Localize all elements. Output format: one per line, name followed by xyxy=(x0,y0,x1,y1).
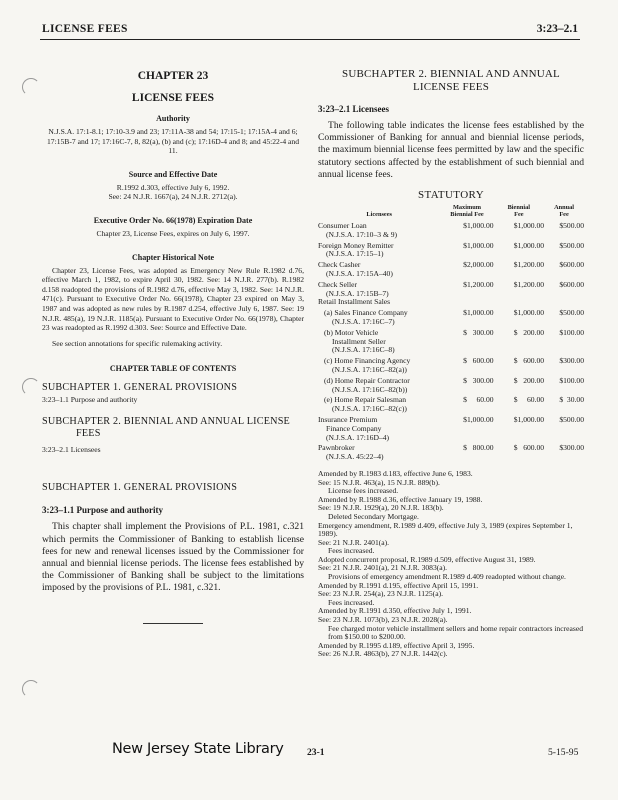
max-biennial-fee: $ 800.00 xyxy=(463,443,494,453)
biennial-fee: $ 60.00 xyxy=(513,395,545,405)
statute-citation: (N.J.S.A. 17:15A–40) xyxy=(326,269,393,278)
history-see: See: 26 N.J.R. 4863(b), 27 N.J.R. 1442(c). xyxy=(318,649,448,659)
biennial-fee: $1,200.00 xyxy=(513,279,545,289)
max-biennial-fee: $1,000.00 xyxy=(463,414,494,424)
toc-subchapter-2-line-1: SUBCHAPTER 2. BIENNIAL AND ANNUAL LICENSE xyxy=(42,416,290,428)
subchapter-2-title-line-1: SUBCHAPTER 2. BIENNIAL AND ANNUAL xyxy=(342,68,560,80)
licensee-cell xyxy=(318,220,440,240)
authority-text: N.J.S.A. 17:1-8.1; 17:10-3.9 and 23; 17:11A-38 and 54; 17:15-1; 17:15A-4 and 6; 17:15B-7 and 17; 17:16C-7, 8, 82(a), (b) and (c); 17:16D-4 and 8; and 45:22-4 and 11. xyxy=(46,127,300,156)
history-see: See: 21 N.J.R. 2401(a), 21 N.J.R. 3083(a). xyxy=(318,563,448,573)
retail-label: Retail Installment Sales xyxy=(318,297,391,307)
statute-citation: (N.J.S.A. 45:22–4) xyxy=(326,452,384,462)
licensee-name: (d) Home Repair Contractor xyxy=(324,375,410,385)
subchapter-2-title-line-2: LICENSE FEES xyxy=(412,81,490,93)
licensee-cell xyxy=(318,240,440,260)
history-amendment: Adopted concurrent proposal, R.1989 d.509, effective August 31, 1989. xyxy=(318,554,536,564)
licensee-name: Foreign Money Remitter xyxy=(318,240,394,250)
licensee-name: Consumer Loan xyxy=(318,221,367,231)
biennial-fee: $ 600.00 xyxy=(513,356,545,366)
licensee-name: (c) Home Financing Agency xyxy=(324,356,411,366)
history-note: License fees increased. xyxy=(328,486,399,496)
license-fee-table xyxy=(318,204,584,462)
history-note: Provisions of emergency amendment R.1989 d.409 readopted without change. xyxy=(328,572,566,582)
max-biennial-fee: $1,200.00 xyxy=(463,279,494,289)
statute-citation: (N.J.S.A. 17:15–1) xyxy=(326,249,384,259)
source-line-1: R.1992 d.303, effective July 6, 1992. xyxy=(116,182,230,192)
history-entry xyxy=(318,607,584,641)
binder-hole-mark xyxy=(22,680,40,698)
table-row xyxy=(318,442,584,462)
biennial-fee: $1,000.00 xyxy=(513,308,545,318)
max-biennial-fee: $1,000.00 xyxy=(463,308,494,318)
history-amendment: Amended by R.1991 d.195, effective April 15, 1991. xyxy=(318,580,479,590)
column-header-biennial: Biennial Fee xyxy=(507,204,531,219)
licensee-name-cont: Finance Company xyxy=(326,423,382,433)
licensee-cell xyxy=(318,259,440,279)
max-biennial-fee: $1,000.00 xyxy=(463,221,494,231)
history-see: See: 15 N.J.R. 463(a), 15 N.J.R. 889(b). xyxy=(318,477,440,487)
table-row xyxy=(318,259,584,279)
column-header-max-biennial: Maximum Biennial Fee xyxy=(450,204,484,219)
history-entry xyxy=(318,522,584,556)
chapter-number: CHAPTER 23 xyxy=(137,70,209,82)
biennial-fee: $1,200.00 xyxy=(513,260,545,270)
table-row xyxy=(318,394,584,414)
annual-fee: $500.00 xyxy=(559,308,584,318)
statute-citation: (N.J.S.A. 17:15B–7) xyxy=(326,288,389,298)
toc-subchapter-1: SUBCHAPTER 1. GENERAL PROVISIONS xyxy=(42,382,238,394)
licensee-name: Pawnbroker xyxy=(318,443,355,453)
revision-date: 5-15-95 xyxy=(548,747,579,758)
history-amendment: Amended by R.1988 d.36, effective January 19, 1988. xyxy=(318,494,483,504)
column-header-annual: Annual Fee xyxy=(554,204,575,219)
history-entry xyxy=(318,582,584,608)
subchapter-1-title: SUBCHAPTER 1. GENERAL PROVISIONS xyxy=(42,482,238,494)
retail-label-row xyxy=(318,298,584,307)
library-stamp: New Jersey State Library xyxy=(112,741,284,757)
licensee-cell xyxy=(318,414,440,442)
history-see: See: 23 N.J.R. 1073(b), 23 N.J.R. 2028(a). xyxy=(318,615,448,625)
max-biennial-fee: $ 600.00 xyxy=(463,356,494,366)
table-row xyxy=(318,327,584,355)
max-biennial-fee: $1,000.00 xyxy=(463,240,494,250)
statute-citation: (N.J.S.A. 17:10–3 & 9) xyxy=(326,229,398,239)
table-row xyxy=(318,307,584,327)
annual-fee: $300.00 xyxy=(559,356,584,366)
history-note: Fees increased. xyxy=(328,546,375,556)
licensee-name: Check Seller xyxy=(318,279,358,289)
biennial-fee: $ 600.00 xyxy=(513,443,545,453)
licensee-cell xyxy=(318,442,440,462)
biennial-fee: $1,000.00 xyxy=(513,221,545,231)
toc-section-1-1: 3:23–1.1 Purpose and authority xyxy=(42,395,138,405)
executive-order-text: Chapter 23, License Fees, expires on July 6, 1997. xyxy=(96,228,250,238)
section-1-1-heading: 3:23–1.1 Purpose and authority xyxy=(42,505,164,516)
left-column xyxy=(42,60,304,624)
licensee-name: Check Casher xyxy=(318,260,361,270)
biennial-fee: $1,000.00 xyxy=(513,414,545,424)
table-row xyxy=(318,220,584,240)
history-note: Deleted Secondary Mortgage. xyxy=(328,511,419,521)
annotations-note: See section annotations for specific rulemaking activity. xyxy=(52,338,223,348)
history-amendment: Amended by R.1991 d.350, effective July 1, 1991. xyxy=(318,606,472,616)
history-entry xyxy=(318,496,584,522)
licensee-cell xyxy=(318,307,440,327)
licensee-cell xyxy=(318,279,440,299)
running-header-section: 3:23–2.1 xyxy=(536,23,578,35)
licensee-name: (e) Home Repair Salesman xyxy=(324,395,407,405)
right-column xyxy=(318,60,584,659)
executive-order-heading: Executive Order No. 66(1978) Expiration Date xyxy=(93,215,253,225)
running-header-title: LICENSE FEES xyxy=(42,23,128,35)
licensee-name: (a) Sales Finance Company xyxy=(324,308,408,318)
table-row xyxy=(318,279,584,299)
statutory-heading: STATUTORY xyxy=(417,189,485,202)
history-amendment: Amended by R.1995 d.189, effective April 3, 1995. xyxy=(318,640,475,650)
section-2-1-heading: 3:23–2.1 Licensees xyxy=(318,104,389,114)
history-see: See: 23 N.J.R. 254(a), 23 N.J.R. 1125(a). xyxy=(318,589,444,599)
source-line-2: See: 24 N.J.R. 1667(a), 24 N.J.R. 2712(a). xyxy=(108,192,238,202)
section-2-1-body: The following table indicates the license fees established by the Commissioner of Banking for annual and biennial license periods, the maximum biennial license fees permitted by law and the specific statutory sections affected by the establishment of such biennial and annual license fees. xyxy=(318,120,584,180)
annual-fee: $500.00 xyxy=(559,240,584,250)
max-biennial-fee: $2,000.00 xyxy=(463,260,494,270)
section-1-1-body: This chapter shall implement the Provisions of P.L. 1981, c.321 which permits the Commissioner of Banking to establish license fees for new and renewal licenses issued by the Commissioner for annual and biennial license periods. The license fees established by the Commissioner of Banking shall be subject to the limitations imposed by the provisions of P.L. 1981, c.321. xyxy=(42,521,304,594)
history-entry xyxy=(318,470,584,496)
toc-heading: CHAPTER TABLE OF CONTENTS xyxy=(109,364,237,374)
table-row xyxy=(318,355,584,375)
subchapter-2-title xyxy=(318,68,584,94)
licensee-name: Insurance Premium xyxy=(318,414,378,424)
annual-fee: $600.00 xyxy=(559,260,584,270)
amendment-history xyxy=(318,470,584,659)
max-biennial-fee: $ 300.00 xyxy=(463,327,494,337)
licensee-cell xyxy=(318,375,440,395)
end-rule xyxy=(143,623,203,624)
biennial-fee: $ 200.00 xyxy=(513,375,545,385)
column-header-licensees: Licensees xyxy=(366,211,392,219)
authority-heading: Authority xyxy=(156,114,190,123)
annual-fee: $100.00 xyxy=(559,327,584,337)
historical-note-heading: Chapter Historical Note xyxy=(131,252,215,262)
annual-fee: $100.00 xyxy=(559,375,584,385)
table-row xyxy=(318,375,584,395)
annual-fee: $ 30.00 xyxy=(559,395,584,405)
biennial-fee: $1,000.00 xyxy=(513,240,545,250)
statute-citation: (N.J.S.A. 17:16C–82(b)) xyxy=(332,384,408,394)
history-see: See: 21 N.J.R. 2401(a). xyxy=(318,537,390,547)
header-rule xyxy=(40,39,580,40)
statute-citation: (N.J.S.A. 17:16D–4) xyxy=(326,432,390,442)
chapter-title: LICENSE FEES xyxy=(131,92,215,104)
licensee-cell xyxy=(318,327,440,355)
licensee-cell xyxy=(318,355,440,375)
binder-hole-mark xyxy=(22,78,40,96)
licensee-name: (b) Motor Vehicle xyxy=(324,327,379,337)
licensee-name-cont: Installment Seller xyxy=(332,336,386,346)
history-amendment: Amended by R.1983 d.183, effective June 6, 1983. xyxy=(318,468,473,478)
history-entry xyxy=(318,642,584,659)
max-biennial-fee: $ 300.00 xyxy=(463,375,494,385)
annual-fee: $300.00 xyxy=(559,443,584,453)
toc-section-2-1: 3:23–2.1 Licensees xyxy=(42,445,101,455)
historical-note-text: Chapter 23, License Fees, was adopted as Emergency New Rule R.1982 d.76, effective March 1, 1982, to expire April 30, 1982. See: 14 N.J.R. 277(b). R.1982 d.158 readopted the provisions of R.1982 d.76, effective May 3, 1982. See: 14 N.J.R. 471(c). Pursuant to Executive Order No. 66(1978), Chapter 23 expired on May 3, 1987 and was adopted as new rules by R.1987 d.254, effective July 6, 1987. See: 19 N.J.R. 485(a), 19 N.J.R. 1185(a). Pursuant to Executive Order No. 66(1978), Chapter 23 was readopted as R.1992 d.303. See: Source and Effective Date. xyxy=(42,265,304,333)
history-note: Fees increased. xyxy=(328,597,375,607)
history-entry xyxy=(318,556,584,582)
statute-citation: (N.J.S.A. 17:16C–82(a)) xyxy=(332,364,407,374)
max-biennial-fee: $ 60.00 xyxy=(463,395,494,405)
history-amendment: Emergency amendment, R.1989 d.409, effective July 3, 1989 (expires September 1, 1989). xyxy=(318,520,573,539)
binder-hole-mark xyxy=(22,378,40,396)
annual-fee: $500.00 xyxy=(559,414,584,424)
biennial-fee: $ 200.00 xyxy=(513,327,545,337)
source-heading: Source and Effective Date xyxy=(128,169,218,179)
table-row xyxy=(318,240,584,260)
table-row xyxy=(318,414,584,442)
licensee-cell xyxy=(318,394,440,414)
history-note: Fee charged motor vehicle installment sellers and home repair contractors increased from $150.00 to $200.00. xyxy=(328,623,583,642)
toc-subchapter-2 xyxy=(42,416,304,440)
statute-citation: (N.J.S.A. 17:16C–7) xyxy=(332,316,395,326)
page-number: 23-1 xyxy=(307,747,325,758)
toc-subchapter-2-line-2: FEES xyxy=(76,428,101,440)
annual-fee: $500.00 xyxy=(559,221,584,231)
annual-fee: $600.00 xyxy=(559,279,584,289)
history-see: See: 19 N.J.R. 1929(a), 20 N.J.R. 183(b). xyxy=(318,503,444,513)
statute-citation: (N.J.S.A. 17:16C–8) xyxy=(332,345,395,355)
statute-citation: (N.J.S.A. 17:16C–82(c)) xyxy=(332,404,407,414)
